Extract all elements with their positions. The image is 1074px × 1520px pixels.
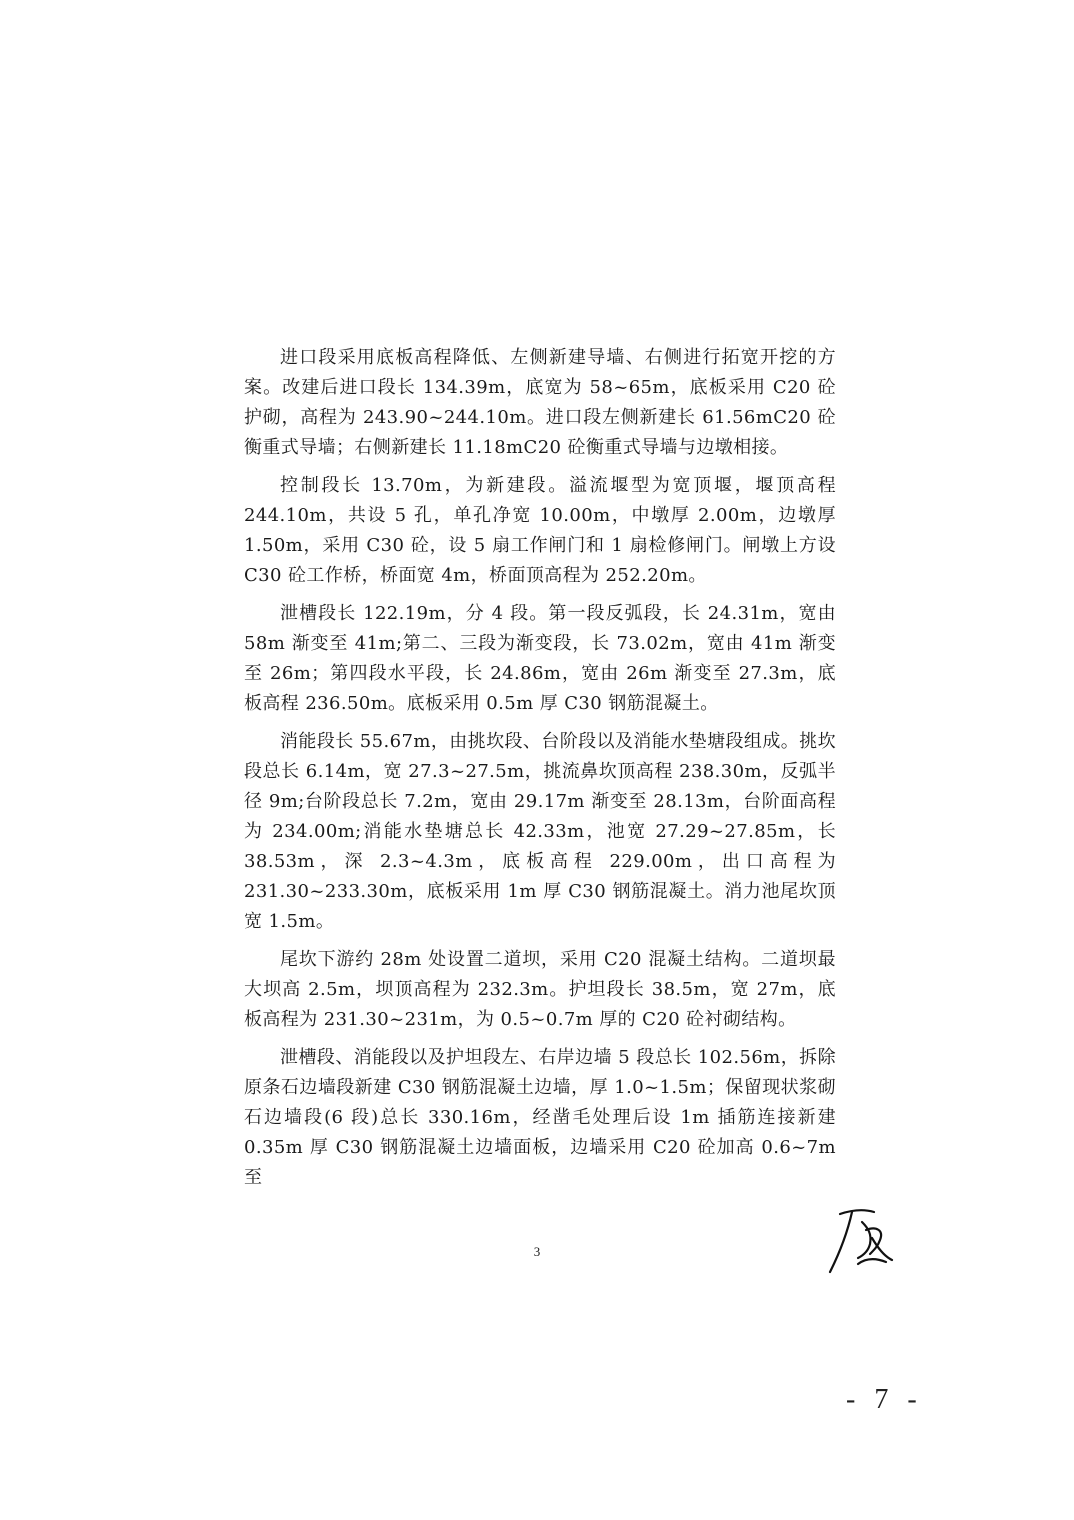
paragraph-side-walls: 泄槽段、消能段以及护坦段左、右岸边墙 5 段总长 102.56m，拆除原条石边墙段新建 C30 钢筋混凝土边墙，厚 1.0~1.5m；保留现状浆砌石边墙段(6 段)总长 330.16m，经凿毛处理后设 1m 插筋连接新建 0.35m 厚 C30 钢筋混凝土边墙面板，边墙采用 C20 砼加高 0.6~7m 至 (244, 1047, 836, 1188)
paragraph-inlet: 进口段采用底板高程降低、左侧新建导墙、右侧进行拓宽开挖的方案。改建后进口段长 134.39m，底宽为 58~65m，底板采用 C20 砼护砌，高程为 243.90~244.10m。进口段左侧新建长 61.56mC20 砼衡重式导墙；右侧新建长 11.18mC20 砼衡重式导墙与边墩相接。 (244, 347, 836, 458)
inner-page-number: 3 (533, 1244, 541, 1259)
body-text (244, 343, 836, 1201)
paragraph-control: 控制段长 13.70m，为新建段。溢流堰型为宽顶堰，堰顶高程 244.10m，共设 5 孔，单孔净宽 10.00m，中墩厚 2.00m，边墩厚 1.50m，采用 C30 砼，设 5 扇工作闸门和 1 扇检修闸门。闸墩上方设 C30 砼工作桥，桥面宽 4m，桥面顶高程为 252.20m。 (244, 475, 836, 586)
handwritten-signature (822, 1200, 912, 1290)
paragraph-chute: 泄槽段长 122.19m，分 4 段。第一段反弧段，长 24.31m，宽由 58m 渐变至 41m;第二、三段为渐变段，长 73.02m，宽由 41m 渐变至 26m；第四段水平段，长 24.86m，宽由 26m 渐变至 27.3m，底板高程 236.50m。底板采用 0.5m 厚 C30 钢筋混凝土。 (244, 603, 836, 714)
paragraph-energy-dissipation: 消能段长 55.67m，由挑坎段、台阶段以及消能水垫塘段组成。挑坎段总长 6.14m，宽 27.3~27.5m，挑流鼻坎顶高程 238.30m，反弧半径 9m;台阶段总长 7.2m，宽由 29.17m 渐变至 28.13m，台阶面高程为 234.00m;消能水垫塘总长 42.33m，池宽 27.29~27.85m，长 38.53m，深 2.3~4.3m，底板高程 229.00m，出口高程为 231.30~233.30m，底板采用 1m 厚 C30 钢筋混凝土。消力池尾坎顶宽 1.5m。 (244, 731, 836, 932)
paragraph-secondary-dam: 尾坎下游约 28m 处设置二道坝，采用 C20 混凝土结构。二道坝最大坝高 2.5m，坝顶高程为 232.3m。护坦段长 38.5m，宽 27m，底板高程为 231.30~231m，为 0.5~0.7m 厚的 C20 砼衬砌结构。 (244, 949, 836, 1030)
footer-page-number: - 7 - (846, 1384, 923, 1415)
